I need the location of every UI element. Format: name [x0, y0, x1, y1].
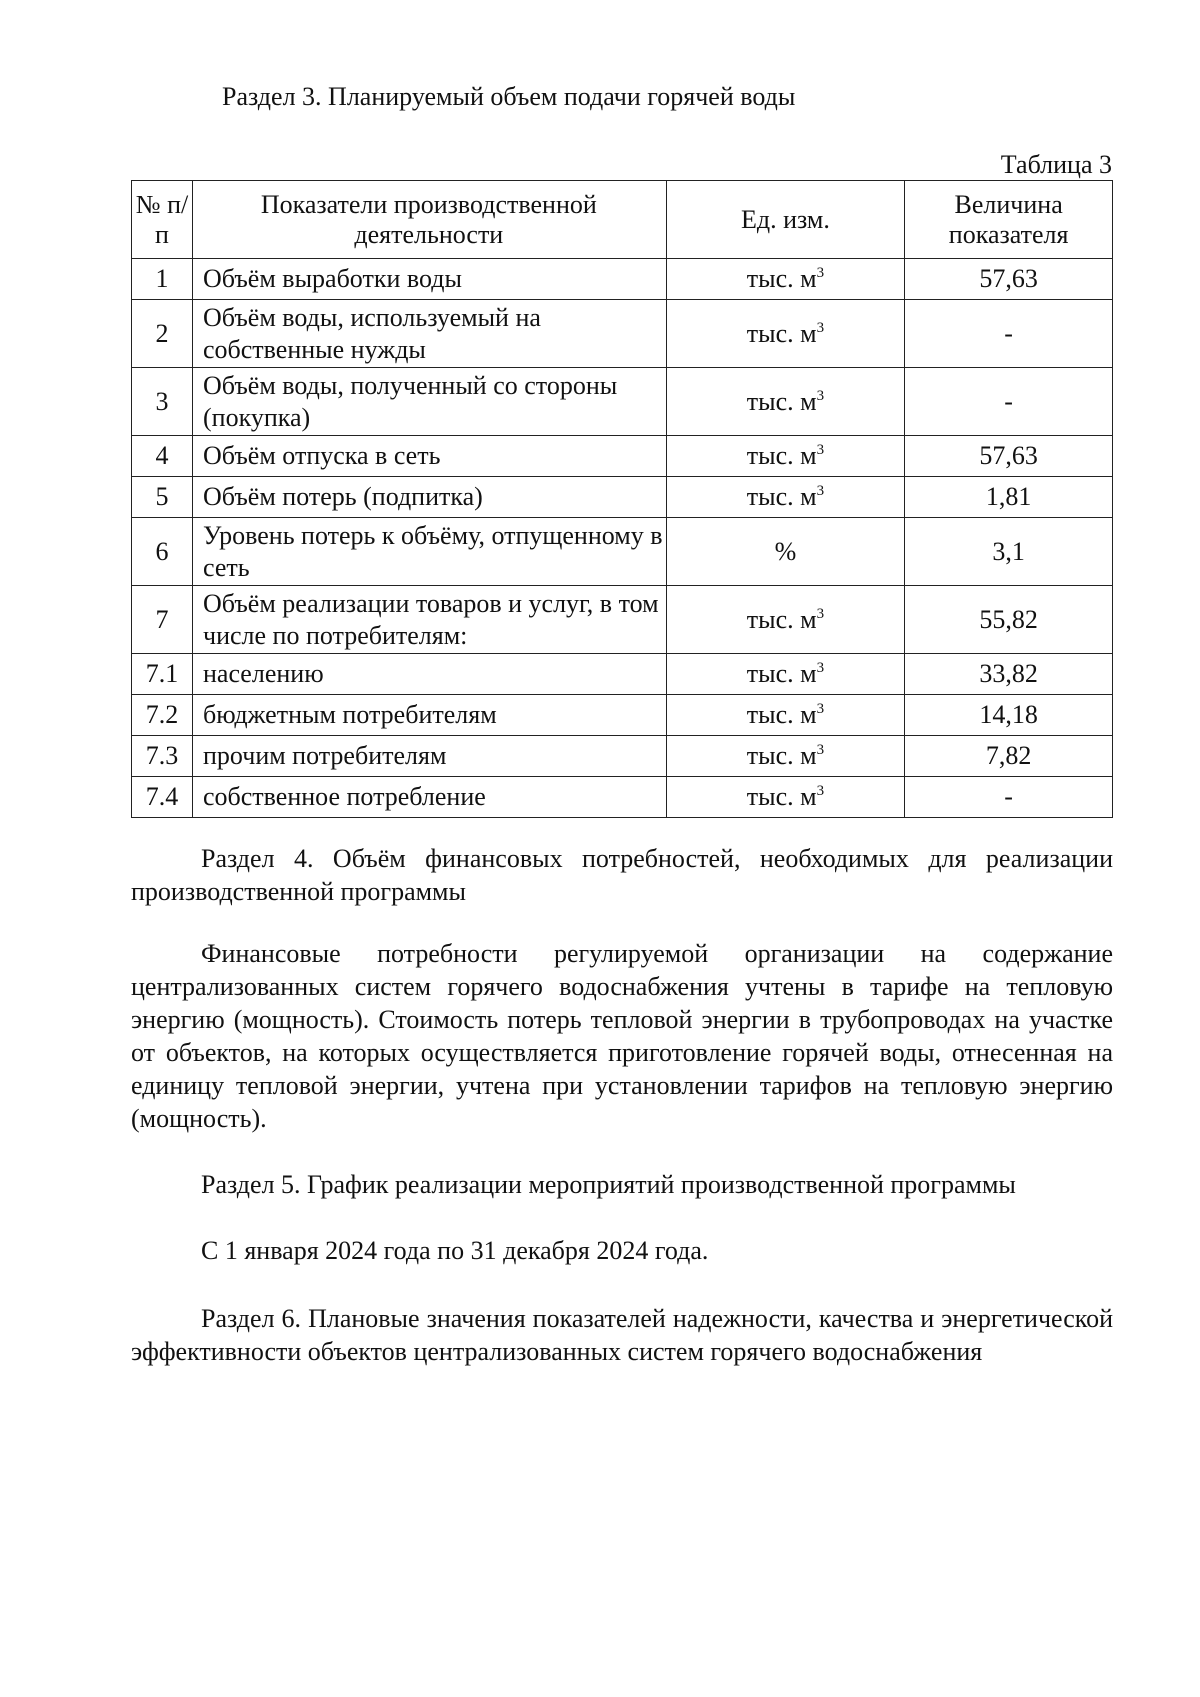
cell-value: 7,82: [905, 736, 1113, 777]
cell-unit: тыс. $м^3$: [666, 654, 905, 695]
cell-value: 57,63: [905, 259, 1113, 300]
cell-num: 2: [132, 300, 193, 368]
table-row: [132, 736, 1113, 777]
cell-indicator: прочим потребителям: [193, 736, 667, 777]
cell-unit: тыс. $м^3$: [666, 477, 905, 518]
cell-value: 1,81: [905, 477, 1113, 518]
cell-unit: тыс. $м^3$: [666, 777, 905, 818]
header-unit: Ед. изм.: [666, 181, 905, 259]
section-3-title: Раздел 3. Планируемый объем подачи горячей воды: [222, 82, 796, 111]
cell-value: -: [905, 300, 1113, 368]
section-4-title: Раздел 4. Объём финансовых потребностей, необходимых для реализации производственной программы: [131, 844, 1113, 906]
table-row: [132, 777, 1113, 818]
section-5-title: Раздел 5. График реализации мероприятий производственной программы: [201, 1170, 1016, 1199]
cell-indicator: бюджетным потребителям: [193, 695, 667, 736]
cell-unit: тыс. $м^3$: [666, 436, 905, 477]
section-4-text: Финансовые потребности регулируемой организации на содержание централизованных систем горячего водоснабжения учтены в тарифе на тепловую энергию (мощность). Стоимость потерь тепловой энергии в трубопроводах на участке от объектов, на которых осуществляется приготовление горячей воды, отнесенная на единицу тепловой энергии, учтена при установлении тарифов на тепловую энергию (мощность).: [131, 939, 1113, 1133]
cell-unit: %: [666, 518, 905, 586]
cell-num: 1: [132, 259, 193, 300]
table-row: [132, 586, 1113, 654]
header-num: № п/п: [132, 181, 193, 259]
cell-num: 7.3: [132, 736, 193, 777]
table-row: [132, 368, 1113, 436]
production-table: [131, 180, 1113, 818]
cell-indicator: Объём выработки воды: [193, 259, 667, 300]
cell-indicator: Объём потерь (подпитка): [193, 477, 667, 518]
cell-unit: тыс. $м^3$: [666, 368, 905, 436]
table-row: [132, 300, 1113, 368]
table-row: [132, 654, 1113, 695]
section-6-title: Раздел 6. Плановые значения показателей надежности, качества и энергетической эффективности объектов централизованных систем горячего водоснабжения: [131, 1304, 1113, 1366]
cell-value: 33,82: [905, 654, 1113, 695]
header-value: Величина показателя: [905, 181, 1113, 259]
cell-indicator: Уровень потерь к объёму, отпущенному в сеть: [193, 518, 667, 586]
cell-value: 57,63: [905, 436, 1113, 477]
cell-value: -: [905, 368, 1113, 436]
cell-num: 6: [132, 518, 193, 586]
cell-indicator: Объём реализации товаров и услуг, в том числе по потребителям:: [193, 586, 667, 654]
cell-num: 7.2: [132, 695, 193, 736]
cell-indicator: Объём отпуска в сеть: [193, 436, 667, 477]
cell-num: 7.1: [132, 654, 193, 695]
cell-num: 7.4: [132, 777, 193, 818]
cell-value: 14,18: [905, 695, 1113, 736]
table-row: [132, 695, 1113, 736]
table-row: [132, 518, 1113, 586]
cell-unit: тыс. $м^3$: [666, 586, 905, 654]
cell-num: 3: [132, 368, 193, 436]
cell-num: 7: [132, 586, 193, 654]
cell-indicator: Объём воды, полученный со стороны (покупка): [193, 368, 667, 436]
cell-indicator: собственное потребление: [193, 777, 667, 818]
cell-value: 3,1: [905, 518, 1113, 586]
cell-value: 55,82: [905, 586, 1113, 654]
cell-unit: тыс. $м^3$: [666, 736, 905, 777]
table-row: [132, 259, 1113, 300]
cell-unit: тыс. $м^3$: [666, 695, 905, 736]
cell-unit: тыс. $м^3$: [666, 300, 905, 368]
table-label: Таблица 3: [1000, 150, 1112, 179]
cell-num: 5: [132, 477, 193, 518]
section-5-text: С 1 января 2024 года по 31 декабря 2024 года.: [201, 1236, 709, 1265]
table-row: [132, 436, 1113, 477]
table-row: [132, 477, 1113, 518]
cell-unit: тыс. $м^3$: [666, 259, 905, 300]
header-indicator: Показатели производственной деятельности: [193, 181, 667, 259]
cell-value: -: [905, 777, 1113, 818]
cell-num: 4: [132, 436, 193, 477]
cell-indicator: населению: [193, 654, 667, 695]
cell-indicator: Объём воды, используемый на собственные нужды: [193, 300, 667, 368]
table-header-row: [132, 181, 1113, 259]
